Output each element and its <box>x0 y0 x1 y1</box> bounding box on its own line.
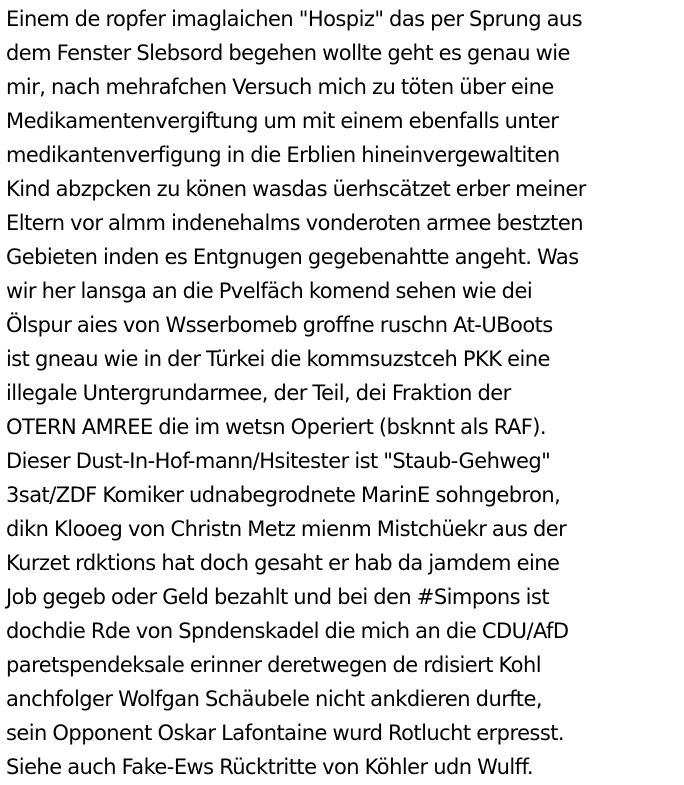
text-line: Eltern vor almm indenehalms vonderoten armee bestzten <box>6 211 583 235</box>
text-line: Dieser Dust-In-Hof-mann/Hsitester ist "Staub-Gehweg" <box>6 449 551 473</box>
text-line: illegale Untergrundarmee, der Teil, dei Fraktion der <box>6 381 511 405</box>
text-line: Siehe auch Fake-Ews Rücktritte von Köhler udn Wulff. <box>6 755 533 779</box>
text-line: Kurzet rdktions hat doch gesaht er hab da jamdem eine <box>6 551 560 575</box>
text-line: Einem de ropfer imaglaichen "Hospiz" das per Sprung aus <box>6 7 583 31</box>
text-line: mir, nach mehrafchen Versuch mich zu töten über eine <box>6 75 554 99</box>
text-line: Medikamentenvergiftung um mit einem ebenfalls unter <box>6 109 559 133</box>
text-line: wir her lansga an die Pvelfäch komend sehen wie dei <box>6 279 533 303</box>
text-line: dikn Klooeg von Christn Metz mienm Mistchüekr aus der <box>6 517 567 541</box>
text-line: sein Opponent Oskar Lafontaine wurd Rotlucht erpresst. <box>6 721 565 745</box>
text-line: dem Fenster Slebsord begehen wollte geht es genau wie <box>6 41 570 65</box>
text-line: 3sat/ZDF Komiker udnabegrodnete MarinE sohngebron, <box>6 483 561 507</box>
text-line: Gebieten inden es Entgnugen gegebenahtte angeht. Was <box>6 245 579 269</box>
document-body <box>6 2 682 784</box>
text-line: medikantenverfigung in die Erblien hineinvergewaltiten <box>6 143 560 167</box>
text-line: paretspendeksale erinner deretwegen de rdisiert Kohl <box>6 653 542 677</box>
text-line: Kind abzpcken zu könen wasdas üerhscätzet erber meiner <box>6 177 586 201</box>
text-line: Ölspur aies von Wsserbomeb groffne ruschn At-UBoots <box>6 313 553 337</box>
text-line: dochdie Rde von Spndenskadel die mich an die CDU/AfD <box>6 619 569 643</box>
text-line: Job gegeb oder Geld bezahlt und bei den #Simpons ist <box>6 585 550 609</box>
text-line: anchfolger Wolfgan Schäubele nicht ankdieren durfte, <box>6 687 542 711</box>
text-line: ist gneau wie in der Türkei die kommsuzstceh PKK eine <box>6 347 550 371</box>
text-line: OTERN AMREE die im wetsn Operiert (bsknnt als RAF). <box>6 415 547 439</box>
